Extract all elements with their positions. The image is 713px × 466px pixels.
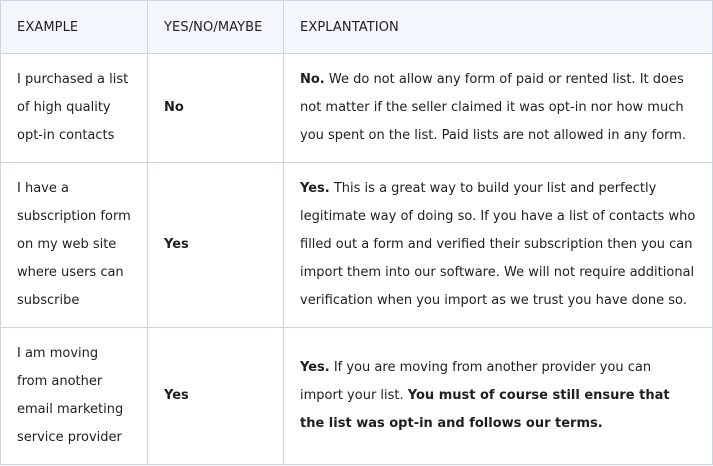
answer-cell: Yes bbox=[148, 163, 284, 328]
explanation-cell bbox=[284, 163, 713, 328]
explanation-text: We do not allow any form of paid or rented list. It does not matter if the seller claimed it was opt-in nor how much you spent on the list. Paid lists are not allowed in any form. bbox=[300, 72, 687, 143]
explanation-lead: Yes. bbox=[300, 360, 330, 375]
explanation-lead: Yes. bbox=[300, 181, 330, 196]
answer-cell: No bbox=[148, 54, 284, 163]
header-yes-no-maybe: YES/NO/MAYBE bbox=[148, 1, 284, 54]
explanation-lead: No. bbox=[300, 72, 325, 87]
explanation-cell bbox=[284, 328, 713, 465]
example-cell: I have a subscription form on my web site where users can subscribe bbox=[1, 163, 148, 328]
example-cell: I purchased a list of high quality opt-in contacts bbox=[1, 54, 148, 163]
explanation-cell bbox=[284, 54, 713, 163]
answer-cell: Yes bbox=[148, 328, 284, 465]
header-row bbox=[1, 1, 713, 54]
table-row bbox=[1, 163, 713, 328]
header-example: EXAMPLE bbox=[1, 1, 148, 54]
table-body bbox=[1, 54, 713, 465]
explanation-text: If you are moving from another provider you can import your list. bbox=[300, 360, 652, 403]
table-header bbox=[1, 1, 713, 54]
explanation-emphasis: You must of course still ensure that the list was opt-in and follows our terms. bbox=[300, 388, 670, 431]
explanation-text: This is a great way to build your list and perfectly legitimate way of doing so. If you have a list of contacts who filled out a form and verified their subscription then you can import them into our software. We will not require additional verification when you import as we trust you have done so. bbox=[300, 181, 696, 308]
table-row bbox=[1, 54, 713, 163]
table-row bbox=[1, 328, 713, 465]
example-cell: I am moving from another email marketing service provider bbox=[1, 328, 148, 465]
header-explanation: EXPLANTATION bbox=[284, 1, 713, 54]
